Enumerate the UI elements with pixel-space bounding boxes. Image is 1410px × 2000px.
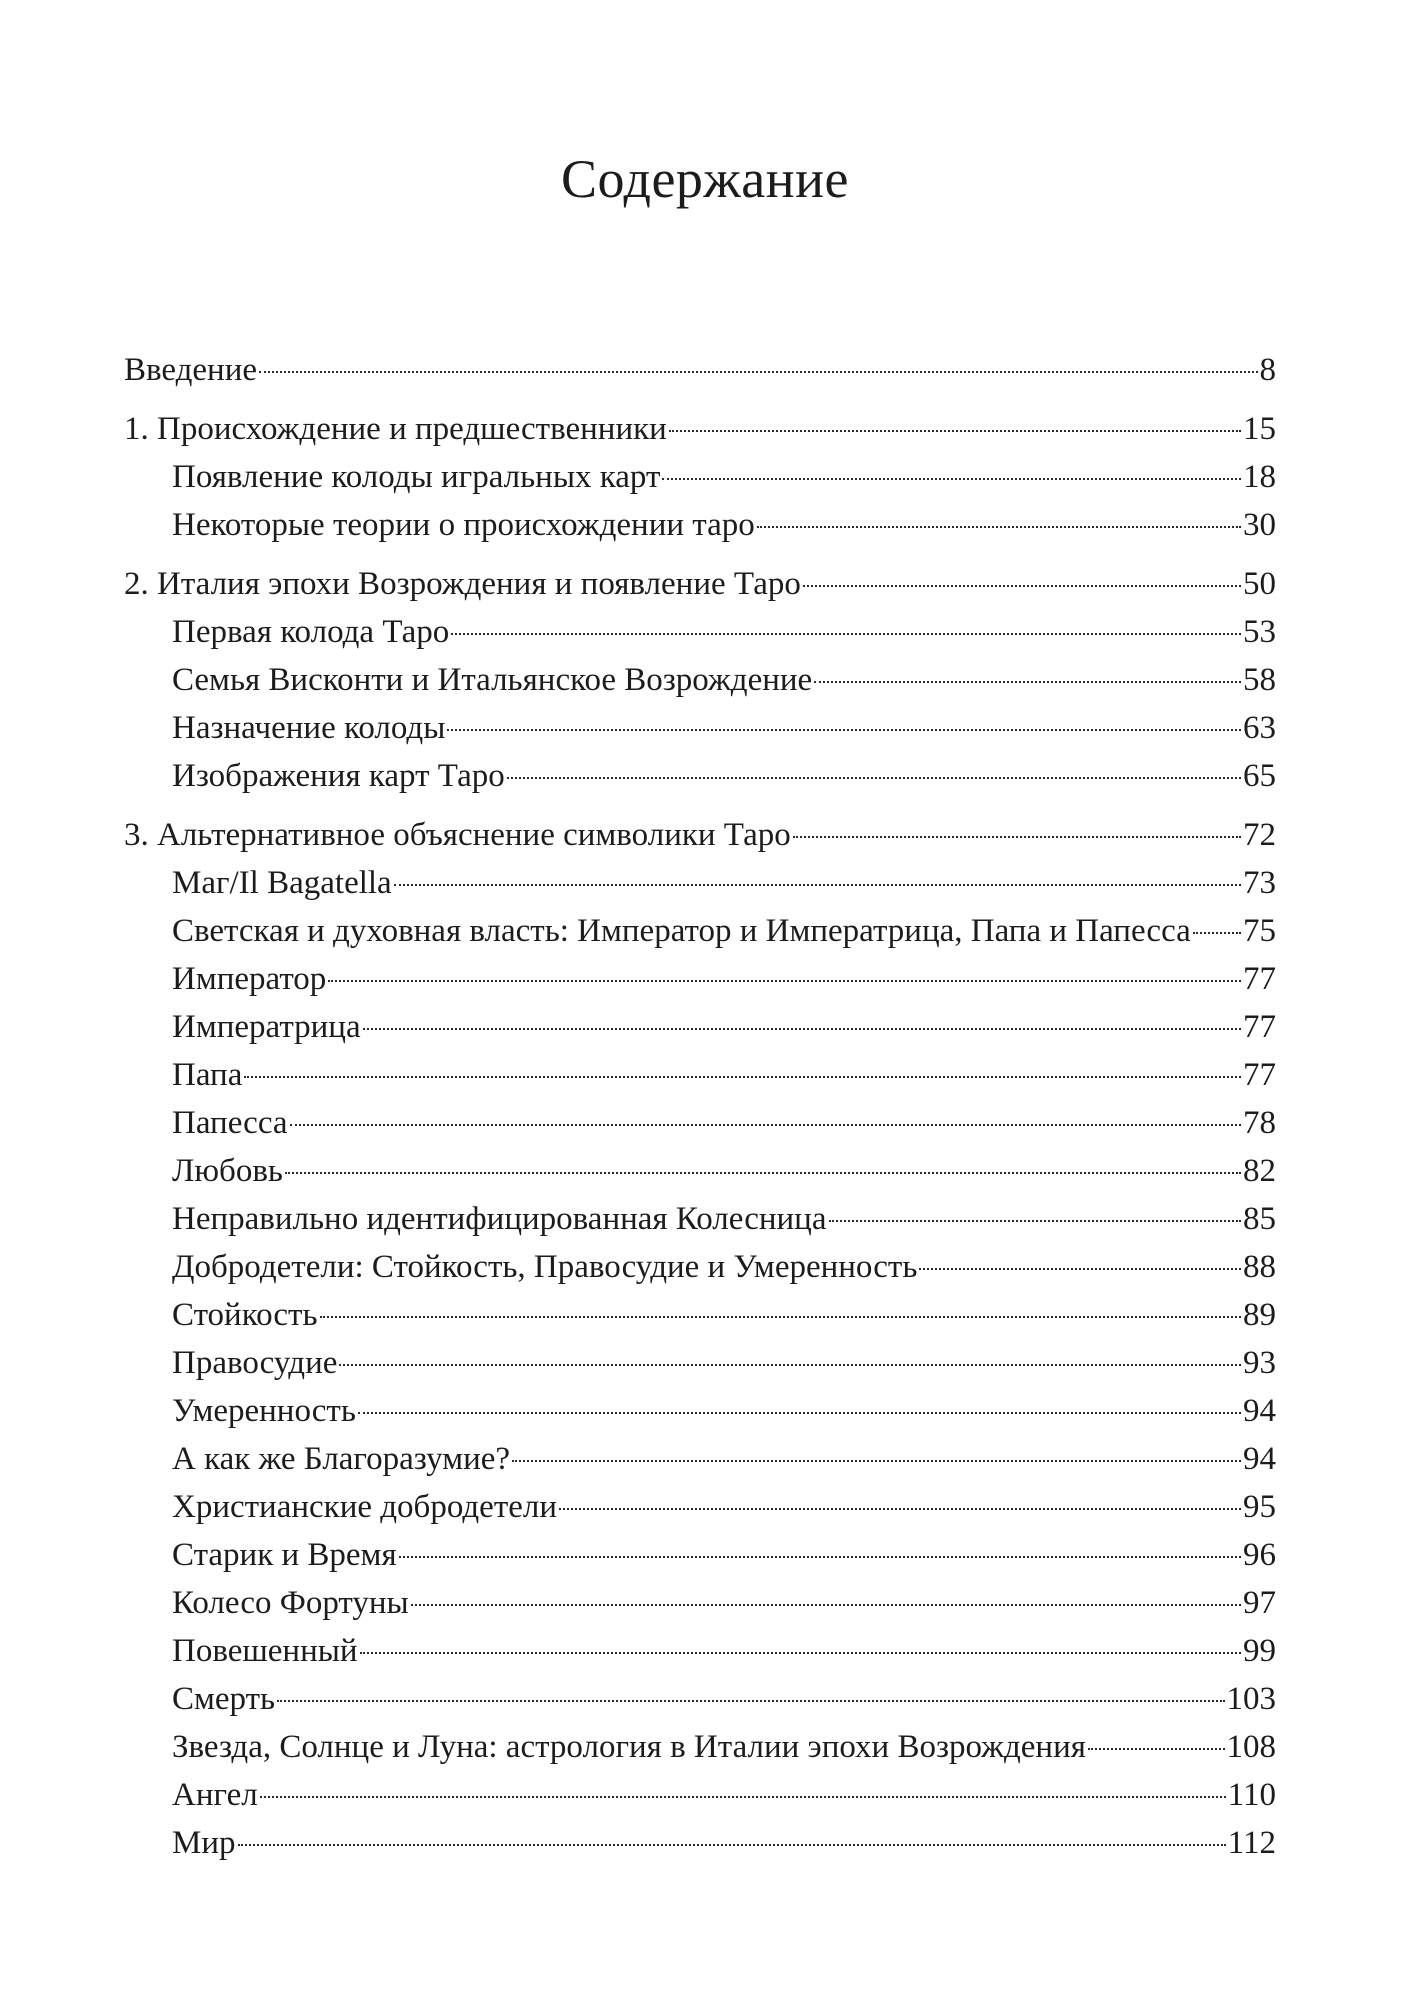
toc-entry[interactable] <box>124 1099 1276 1147</box>
toc-entry[interactable] <box>124 1531 1276 1579</box>
toc-entry-page: 58 <box>1243 662 1276 698</box>
toc-entry-page: 99 <box>1243 1633 1276 1669</box>
page-title: Содержание <box>561 149 849 209</box>
toc-entry[interactable] <box>124 752 1276 800</box>
toc-entry-label: Назначение колоды <box>172 710 446 746</box>
toc-entry-label: Ангел <box>172 1777 258 1813</box>
toc-entry[interactable] <box>124 1435 1276 1483</box>
toc-entry-page: 89 <box>1243 1297 1276 1333</box>
dot-leader <box>919 1268 1241 1270</box>
toc-entry[interactable] <box>124 1339 1276 1387</box>
dot-leader <box>244 1076 1241 1078</box>
toc-entry[interactable] <box>124 1387 1276 1435</box>
toc-entry[interactable] <box>124 608 1276 656</box>
dot-leader <box>277 1700 1224 1702</box>
toc-entry-page: 77 <box>1243 1057 1276 1093</box>
toc-entry[interactable] <box>124 1483 1276 1531</box>
toc-entry-label: Мир <box>172 1825 236 1861</box>
toc-entry-page: 50 <box>1243 566 1276 602</box>
toc-entry-page: 15 <box>1243 411 1276 447</box>
dot-leader <box>757 526 1241 528</box>
dot-leader <box>829 1220 1242 1222</box>
dot-leader <box>320 1316 1241 1318</box>
toc-entry-page: 30 <box>1243 507 1276 543</box>
toc-entry-label: Правосудие <box>172 1345 338 1381</box>
toc-entry-label: Первая колода Таро <box>172 614 450 650</box>
dot-leader <box>814 681 1241 683</box>
dot-leader <box>290 1124 1241 1126</box>
toc-entry[interactable] <box>124 1627 1276 1675</box>
toc-entry-label: Колесо Фортуны <box>172 1585 409 1621</box>
dot-leader <box>793 836 1241 838</box>
toc-entry[interactable] <box>124 859 1276 907</box>
dot-leader <box>411 1604 1241 1606</box>
toc-entry-page: 94 <box>1243 1393 1276 1429</box>
toc-entry-label: Семья Висконти и Итальянское Возрождение <box>172 662 813 698</box>
toc-entry-page: 53 <box>1243 614 1276 650</box>
toc-entry[interactable] <box>124 560 1276 608</box>
dot-leader <box>1193 932 1241 934</box>
toc-entry[interactable] <box>124 1291 1276 1339</box>
toc-entry-label: Христианские добродетели <box>172 1489 558 1525</box>
toc-entry-label: Старик и Время <box>172 1537 397 1573</box>
toc-entry[interactable] <box>124 907 1276 955</box>
dot-leader <box>260 1796 1226 1798</box>
toc-entry-page: 78 <box>1243 1105 1276 1141</box>
toc-entry[interactable] <box>124 346 1276 394</box>
toc-entry-page: 65 <box>1243 758 1276 794</box>
dot-leader <box>662 478 1241 480</box>
dot-leader <box>285 1172 1241 1174</box>
toc-entry-page: 88 <box>1243 1249 1276 1285</box>
toc-entry-page: 72 <box>1243 817 1276 853</box>
toc-entry[interactable] <box>124 1243 1276 1291</box>
toc-entry-label: Повешенный <box>172 1633 358 1669</box>
toc-entry-page: 77 <box>1243 961 1276 997</box>
toc-entry[interactable] <box>124 453 1276 501</box>
toc-entry[interactable] <box>124 1675 1276 1723</box>
dot-leader <box>507 777 1241 779</box>
toc-entry[interactable] <box>124 811 1276 859</box>
toc-entry-page: 96 <box>1243 1537 1276 1573</box>
dot-leader <box>512 1460 1241 1462</box>
toc-entry-label: Смерть <box>172 1681 276 1717</box>
dot-leader <box>1088 1748 1225 1750</box>
toc-entry-label: Введение <box>124 352 258 388</box>
toc-entry[interactable] <box>124 1771 1276 1819</box>
toc-entry-label: Умеренность <box>172 1393 356 1429</box>
toc-entry-label: Императрица <box>172 1009 361 1045</box>
toc-entry-page: 85 <box>1243 1201 1276 1237</box>
toc-entry-page: 77 <box>1243 1009 1276 1045</box>
dot-leader <box>803 585 1241 587</box>
toc-entry-page: 110 <box>1227 1777 1276 1813</box>
toc-entry-label: Добродетели: Стойкость, Правосудие и Умеренность <box>172 1249 918 1285</box>
toc-entry[interactable] <box>124 1819 1276 1867</box>
toc-entry-page: 63 <box>1243 710 1276 746</box>
toc-entry[interactable] <box>124 1195 1276 1243</box>
toc-entry-label: Император <box>172 961 327 997</box>
toc-entry-label: 3. Альтернативное объяснение символики Таро <box>124 817 791 853</box>
toc-entry-label: Некоторые теории о происхождении таро <box>172 507 755 543</box>
toc-entry-page: 8 <box>1259 352 1276 388</box>
toc-entry-label: Папа <box>172 1057 243 1093</box>
toc-entry-label: А как же Благоразумие? <box>172 1441 511 1477</box>
toc-entry[interactable] <box>124 955 1276 1003</box>
toc-entry[interactable] <box>124 405 1276 453</box>
toc-entry[interactable] <box>124 1003 1276 1051</box>
toc-entry[interactable] <box>124 704 1276 752</box>
toc-entry-page: 18 <box>1243 459 1276 495</box>
toc-entry-page: 108 <box>1226 1729 1276 1765</box>
toc-entry[interactable] <box>124 1579 1276 1627</box>
toc-entry-label: Стойкость <box>172 1297 318 1333</box>
toc-entry-label: Звезда, Солнце и Луна: астрология в Италии эпохи Возрождения <box>172 1729 1086 1765</box>
dot-leader <box>259 371 1257 373</box>
toc-entry-page: 103 <box>1226 1681 1276 1717</box>
toc-entry-label: 1. Происхождение и предшественники <box>124 411 667 447</box>
dot-leader <box>238 1844 1226 1846</box>
toc-entry-page: 95 <box>1243 1489 1276 1525</box>
dot-leader <box>399 1556 1241 1558</box>
toc-entry[interactable] <box>124 1723 1276 1771</box>
toc-entry-page: 73 <box>1243 865 1276 901</box>
dot-leader <box>669 430 1241 432</box>
toc-entry-page: 93 <box>1243 1345 1276 1381</box>
toc-entry-label: Маг/Il Bagatella <box>172 865 392 901</box>
toc-entry-page: 82 <box>1243 1153 1276 1189</box>
dot-leader <box>559 1508 1241 1510</box>
table-of-contents <box>124 346 1276 1867</box>
toc-entry[interactable] <box>124 1051 1276 1099</box>
toc-entry-label: Появление колоды игральных карт <box>172 459 661 495</box>
toc-entry[interactable] <box>124 656 1276 704</box>
dot-leader <box>358 1412 1241 1414</box>
dot-leader <box>394 884 1241 886</box>
toc-entry-label: Любовь <box>172 1153 283 1189</box>
toc-entry-label: Папесса <box>172 1105 288 1141</box>
dot-leader <box>339 1364 1241 1366</box>
toc-entry-page: 75 <box>1243 913 1276 949</box>
toc-entry[interactable] <box>124 1147 1276 1195</box>
toc-entry-page: 97 <box>1243 1585 1276 1621</box>
dot-leader <box>447 729 1241 731</box>
dot-leader <box>451 633 1241 635</box>
dot-leader <box>328 980 1241 982</box>
toc-entry[interactable] <box>124 501 1276 549</box>
dot-leader <box>363 1028 1241 1030</box>
toc-entry-page: 112 <box>1227 1825 1276 1861</box>
toc-entry-label: Светская и духовная власть: Император и Императрица, Папа и Папесса <box>172 913 1191 949</box>
toc-entry-label: Неправильно идентифицированная Колесница <box>172 1201 827 1237</box>
toc-entry-label: Изображения карт Таро <box>172 758 505 794</box>
toc-entry-page: 94 <box>1243 1441 1276 1477</box>
dot-leader <box>360 1652 1241 1654</box>
toc-entry-label: 2. Италия эпохи Возрождения и появление Таро <box>124 566 801 602</box>
